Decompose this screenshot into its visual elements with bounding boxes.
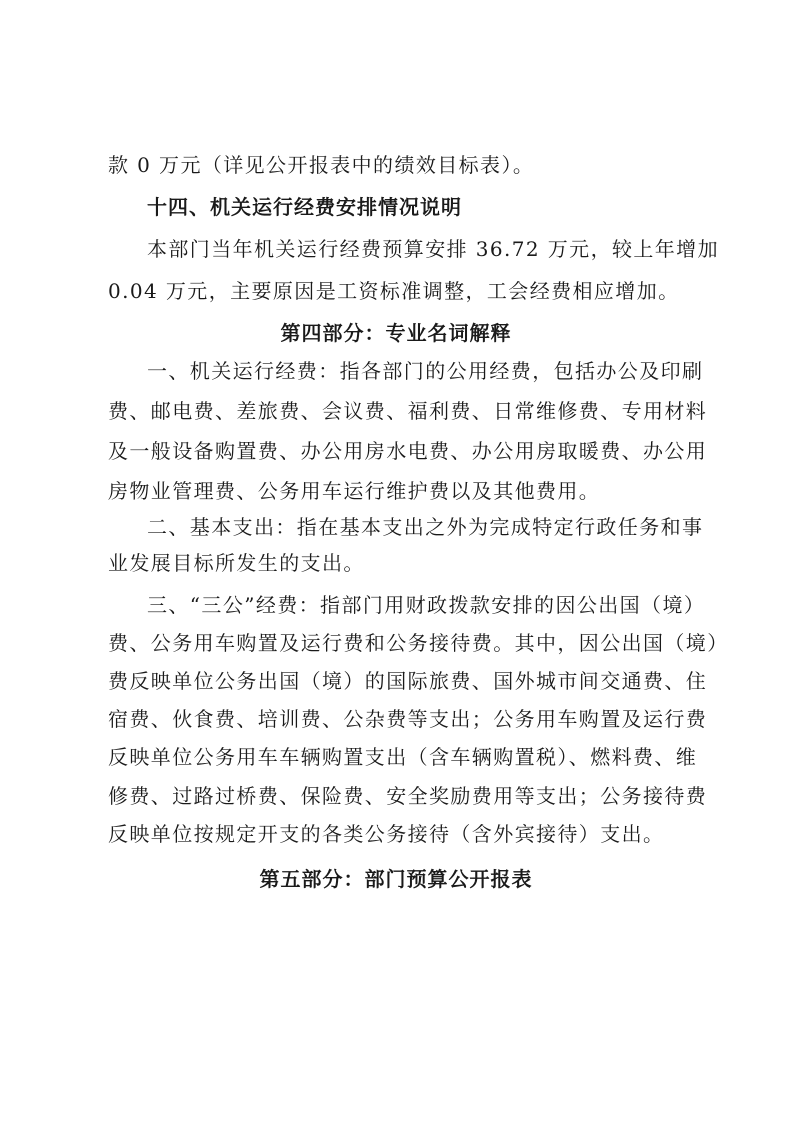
paragraph-line: 款 0 万元（详见公开报表中的绩效目标表）。 — [108, 153, 535, 177]
paragraph-line: 反映单位公务用车车辆购置支出（含车辆购置税）、燃料费、维 — [108, 745, 698, 769]
paragraph-line: 三、“三公”经费：指部门用财政拨款安排的因公出国（境） — [147, 593, 706, 617]
paragraph-line: 房物业管理费、公务用车运行维护费以及其他费用。 — [108, 479, 601, 503]
paragraph-line: 0.04 万元，主要原因是工资标准调整，工会经费相应增加。 — [108, 279, 680, 303]
paragraph-line: 修费、过路过桥费、保险费、安全奖励费用等支出；公务接待费 — [108, 784, 708, 808]
paragraph-line: 宿费、伙食费、培训费、公杂费等支出；公务用车购置及运行费 — [108, 707, 708, 731]
part-title: 第五部分：部门预算公开报表 — [259, 867, 533, 891]
paragraph-line: 费、公务用车购置及运行费和公务接待费。其中，因公出国（境） — [108, 631, 729, 655]
paragraph-line: 反映单位按规定开支的各类公务接待（含外宾接待）支出。 — [108, 822, 665, 846]
paragraph-line: 费反映单位公务出国（境）的国际旅费、国外城市间交通费、住 — [108, 669, 708, 693]
part-title: 第四部分：专业名词解释 — [280, 321, 512, 345]
paragraph-line: 本部门当年机关运行经费预算安排 36.72 万元，较上年增加 — [147, 237, 719, 261]
paragraph-line: 一、机关运行经费：指各部门的公用经费，包括办公及印刷 — [147, 359, 704, 383]
paragraph-line: 业发展目标所发生的支出。 — [108, 551, 365, 575]
paragraph-line: 及一般设备购置费、办公用房水电费、办公用房取暖费、办公用 — [108, 439, 708, 463]
paragraph-line: 二、基本支出：指在基本支出之外为完成特定行政任务和事 — [147, 515, 704, 539]
paragraph-line: 费、邮电费、差旅费、会议费、福利费、日常维修费、专用材料 — [108, 399, 708, 423]
section-heading: 十四、机关运行经费安排情况说明 — [147, 195, 462, 219]
